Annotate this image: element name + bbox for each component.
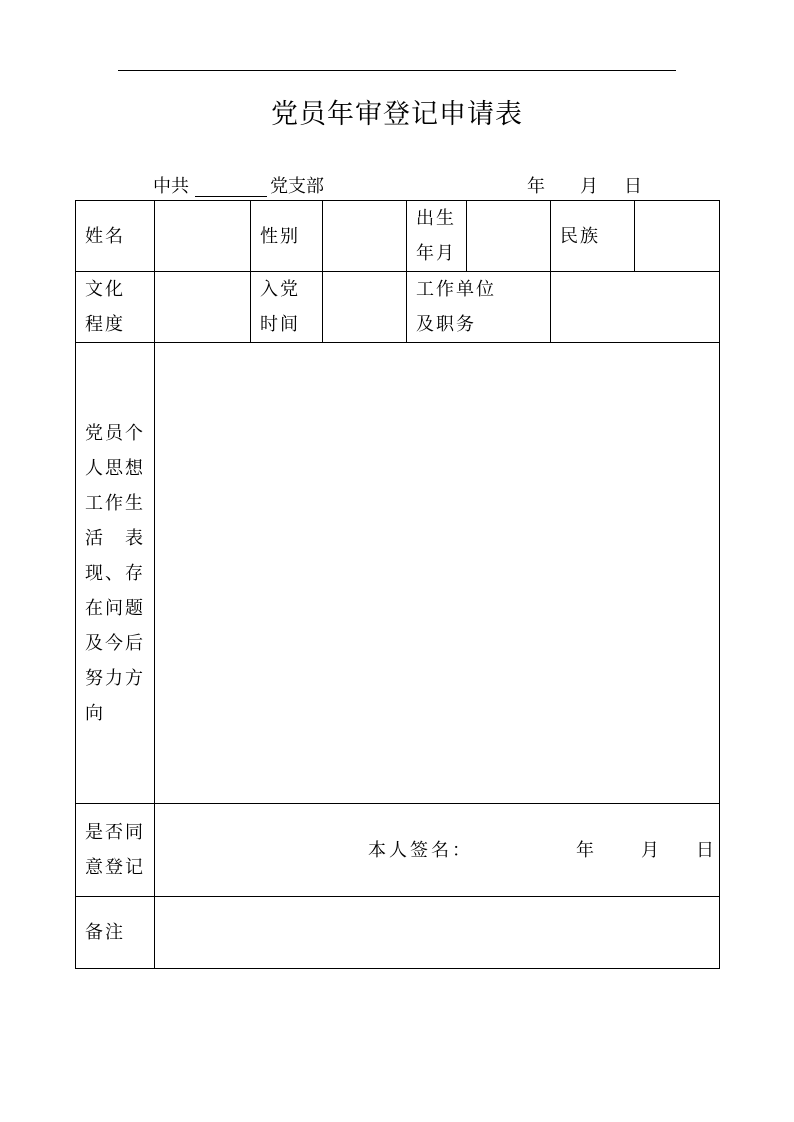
- education-label-line2: 程度: [85, 314, 125, 335]
- gender-label: 性别: [251, 201, 323, 272]
- signature-day-label: 日: [696, 840, 716, 861]
- birth-label: [407, 201, 467, 272]
- form-row-remarks: [76, 897, 720, 969]
- join-date-label: [251, 272, 323, 343]
- form-row-basic: [76, 201, 720, 272]
- form-row-details: [76, 272, 720, 343]
- ethnicity-label: 民族: [551, 201, 635, 272]
- performance-label-line: 在问题: [85, 597, 145, 619]
- branch-prefix: 中共: [153, 176, 189, 197]
- performance-label-line: 工作生: [85, 492, 145, 514]
- performance-label-line: 及今后: [85, 632, 145, 654]
- workplace-field[interactable]: [551, 272, 720, 343]
- workplace-label-line1: 工作单位: [416, 279, 496, 300]
- join-label-line1: 入党: [260, 279, 300, 300]
- header-year-label: 年: [527, 176, 545, 197]
- workplace-label: [407, 272, 551, 343]
- birth-label-line1: 出生: [416, 208, 456, 229]
- top-rule: [118, 70, 676, 71]
- remarks-label: 备注: [76, 897, 155, 969]
- education-label: [76, 272, 155, 343]
- form-row-performance: [76, 343, 720, 804]
- birth-label-line2: 年月: [416, 243, 456, 264]
- consent-label-line2: 意登记: [85, 857, 145, 878]
- name-label: 姓名: [76, 201, 155, 272]
- performance-label-line: 向: [85, 702, 105, 724]
- header-month-label: 月: [580, 176, 598, 197]
- performance-label-line: 现、存: [85, 562, 145, 584]
- form-row-consent: [76, 804, 720, 897]
- remarks-field[interactable]: [155, 897, 720, 969]
- name-field[interactable]: [155, 201, 251, 272]
- consent-field[interactable]: [155, 804, 720, 897]
- header-day-label: 日: [624, 176, 642, 197]
- consent-label-line1: 是否同: [85, 822, 145, 843]
- signature-year-label: 年: [576, 840, 596, 861]
- registration-form-table: [75, 200, 720, 969]
- education-field[interactable]: [155, 272, 251, 343]
- performance-label-line: 努力方: [85, 667, 145, 689]
- consent-label: [76, 804, 155, 897]
- join-label-line2: 时间: [260, 314, 300, 335]
- gender-field[interactable]: [323, 201, 407, 272]
- signature-month-label: 月: [641, 840, 661, 861]
- performance-label-line: 人思想: [85, 457, 145, 479]
- branch-suffix: 党支部: [270, 176, 324, 197]
- performance-label-line: 党员个: [85, 422, 145, 444]
- ethnicity-field[interactable]: [635, 201, 720, 272]
- performance-label-line: 活 表: [85, 527, 145, 549]
- performance-field[interactable]: [155, 343, 720, 804]
- branch-name-blank[interactable]: [195, 196, 267, 197]
- page-title: 党员年审登记申请表: [271, 99, 523, 130]
- workplace-label-line2: 及职务: [416, 314, 476, 335]
- education-label-line1: 文化: [85, 279, 125, 300]
- birth-field[interactable]: [467, 201, 551, 272]
- join-date-field[interactable]: [323, 272, 407, 343]
- signature-label: 本人签名：: [368, 840, 473, 861]
- performance-label: [76, 343, 155, 804]
